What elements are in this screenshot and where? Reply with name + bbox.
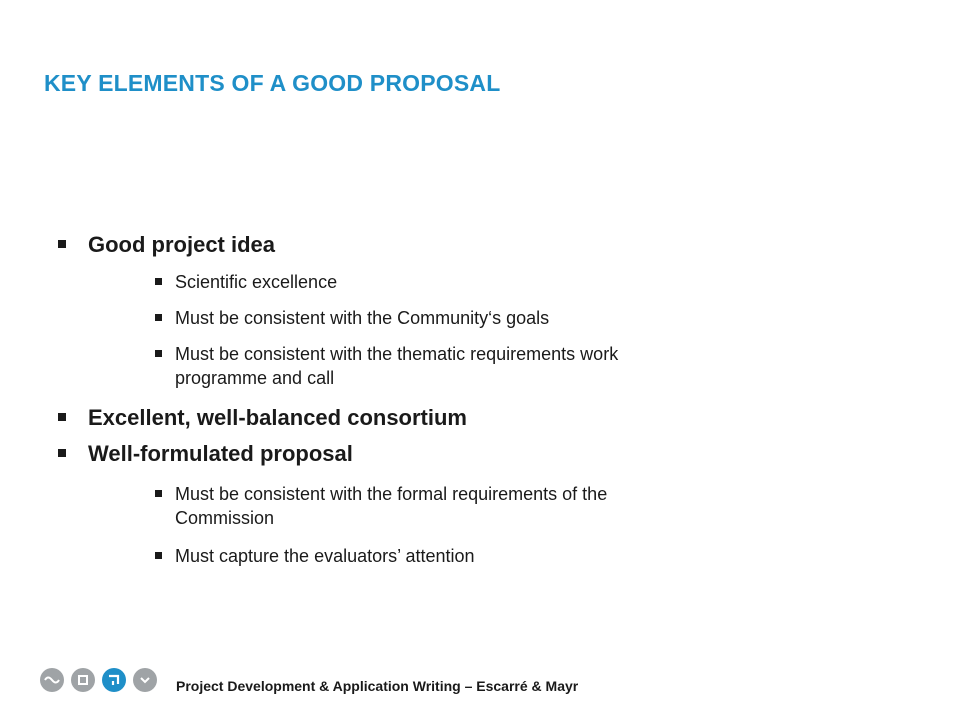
list-item <box>58 232 275 258</box>
bullet-line: programme and call <box>175 368 335 388</box>
list-item <box>155 544 475 568</box>
square-bullet-icon <box>155 350 162 357</box>
bullet-text: Well-formulated proposal <box>88 441 353 466</box>
square-bullet-icon <box>155 314 162 321</box>
bullet-text: Good project idea <box>88 232 276 257</box>
bullet-text <box>175 342 618 390</box>
square-icon[interactable] <box>71 668 95 692</box>
footer-text: Project Development & Application Writing – Escarré & Mayr <box>176 678 579 694</box>
chevron-down-icon[interactable] <box>133 668 157 692</box>
slide-title: KEY ELEMENTS OF A GOOD PROPOSAL <box>44 70 501 96</box>
list-item <box>58 441 353 467</box>
square-bullet-icon <box>155 490 162 497</box>
bullet-line: Must be consistent with the thematic requirements work <box>175 344 619 364</box>
return-arrow-icon[interactable] <box>102 668 126 692</box>
list-item <box>155 306 549 330</box>
bullet-line: Must be consistent with the formal requirements of the <box>175 484 608 504</box>
square-bullet-icon <box>58 449 66 457</box>
bullet-text: Excellent, well-balanced consortium <box>88 405 467 430</box>
bullet-text <box>175 482 607 530</box>
square-bullet-icon <box>58 413 66 421</box>
bullet-text: Must be consistent with the Community‘s goals <box>175 308 550 328</box>
square-bullet-icon <box>155 552 162 559</box>
square-bullet-icon <box>58 240 66 248</box>
bullet-line: Commission <box>175 508 275 528</box>
wave-icon[interactable] <box>40 668 64 692</box>
list-item <box>155 342 618 390</box>
list-item <box>58 405 467 431</box>
footer <box>0 664 960 704</box>
list-item <box>155 270 337 294</box>
square-bullet-icon <box>155 278 162 285</box>
bullet-text: Scientific excellence <box>175 272 338 292</box>
list-item <box>155 482 607 530</box>
bullet-text: Must capture the evaluators’ attention <box>175 546 475 566</box>
